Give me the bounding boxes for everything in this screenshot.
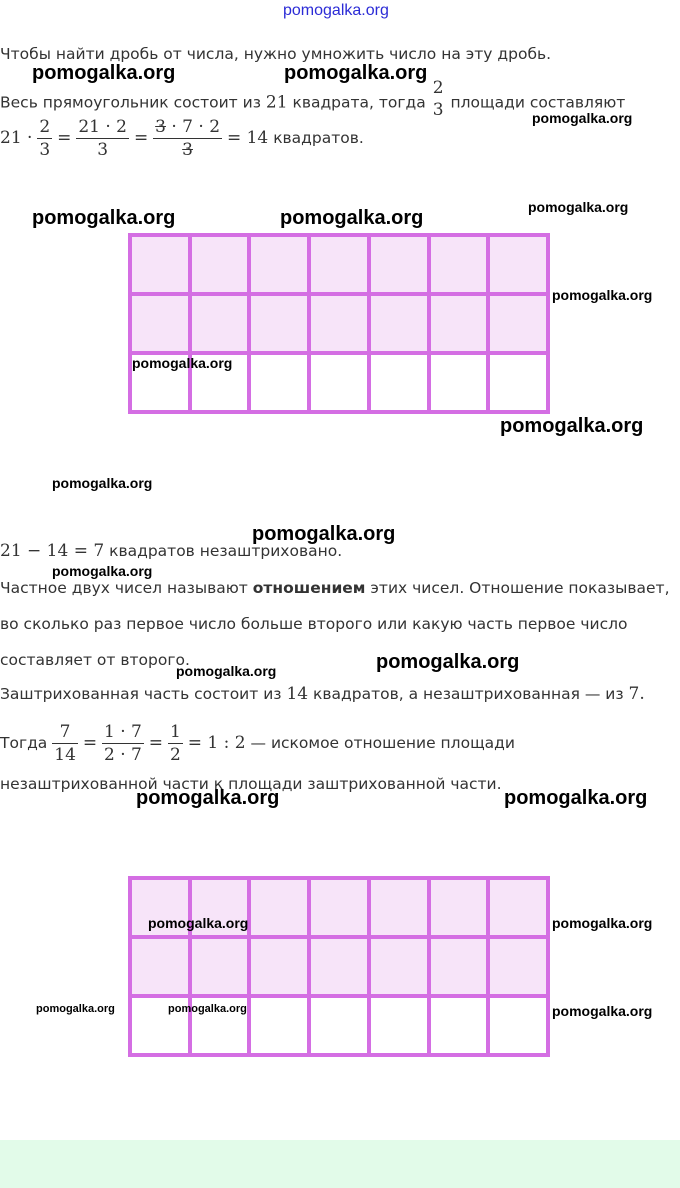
shaded-square (309, 937, 369, 996)
watermark: pomogalka.org (252, 523, 396, 545)
empty-square (429, 353, 489, 412)
watermark: pomogalka.org (32, 62, 176, 84)
shaded-square (130, 294, 190, 353)
empty-square (309, 353, 369, 412)
denominator: 2 (169, 745, 181, 765)
shaded-square (130, 235, 190, 294)
math-number: 21 (265, 92, 288, 113)
watermark: pomogalka.org (280, 207, 424, 229)
definition-line-2: во сколько раз первое число больше второго или какую часть первое число (0, 615, 628, 633)
empty-square (369, 996, 429, 1055)
math-number: 7. (628, 684, 645, 704)
ratio: = 1 : 2 (187, 733, 246, 753)
shaded-square (309, 294, 369, 353)
shaded-square (249, 878, 309, 937)
squares-grid-2 (128, 876, 550, 1057)
watermark: pomogalka.org (504, 787, 648, 809)
numerator: 2 (39, 117, 51, 137)
text-segment: площади составляют (450, 93, 626, 112)
footer-band (0, 1140, 680, 1188)
denominator: 14 (54, 745, 76, 765)
shaded-square (429, 937, 489, 996)
denominator: 3 (76, 138, 129, 161)
numerator-rest: · 7 · 2 (165, 117, 221, 137)
numerator: 2 (432, 78, 444, 98)
cancelled-digit: 3 (155, 117, 166, 137)
text-segment: квадратов, а незаштрихованная — из (313, 685, 624, 703)
shaded-square (488, 937, 548, 996)
watermark: pomogalka.org (52, 563, 153, 579)
denominator: 2 · 7 (104, 745, 142, 765)
shaded-square (190, 294, 250, 353)
fraction (168, 721, 183, 766)
watermark: pomogalka.org (552, 1003, 653, 1019)
watermark: pomogalka.org (148, 915, 249, 931)
text-segment: — искомое отношение площади (250, 734, 515, 752)
shaded-square (429, 235, 489, 294)
watermark: pomogalka.org (552, 287, 653, 303)
empty-square (488, 996, 548, 1055)
equals-sign: = (133, 128, 149, 148)
denominator: 3 (432, 100, 444, 120)
shaded-square (488, 878, 548, 937)
squares-grid-1 (128, 233, 550, 414)
definition-line-3: составляет от второго. (0, 651, 190, 669)
ratio-conclusion: незаштрихованной части к площади заштрихованной части. (0, 775, 502, 793)
fraction (76, 116, 129, 161)
shaded-square (429, 878, 489, 937)
fraction (52, 721, 78, 766)
watermark: pomogalka.org (532, 110, 633, 126)
watermark: pomogalka.org (528, 199, 629, 215)
shaded-square (190, 937, 250, 996)
watermark: pomogalka.org (36, 1003, 115, 1015)
shaded-square (130, 937, 190, 996)
shaded-square (249, 937, 309, 996)
shaded-square (429, 294, 489, 353)
empty-square (369, 353, 429, 412)
ratio-equation (0, 717, 515, 769)
equation-area (0, 112, 364, 164)
numerator: 1 (169, 722, 181, 742)
shaded-square (190, 235, 250, 294)
fraction (37, 116, 52, 161)
watermark: pomogalka.org (52, 475, 153, 491)
fraction (102, 721, 144, 766)
empty-square (309, 996, 369, 1055)
text-segment: Тогда (0, 734, 48, 752)
top-watermark: pomogalka.org (283, 2, 389, 19)
numerator: 1 · 7 (104, 722, 142, 742)
text-segment: Частное двух чисел называют (0, 579, 248, 597)
numerator: 21 · 2 (78, 117, 128, 137)
text-segment: квадрата, тогда (292, 93, 426, 112)
math-segment: 21 · (0, 128, 33, 148)
denominator: 3 (39, 140, 51, 160)
shaded-square (249, 235, 309, 294)
rule-sentence: Чтобы найти дробь от числа, нужно умножить число на эту дробь. (0, 45, 552, 63)
definition-line-1 (0, 578, 670, 598)
equals-sign: = (82, 733, 98, 753)
shaded-square (309, 235, 369, 294)
watermark: pomogalka.org (168, 1003, 247, 1015)
math-number: 14 (286, 684, 309, 704)
watermark: pomogalka.org (552, 915, 653, 931)
text-segment: квадратов. (273, 129, 364, 147)
bold-term: отношением (252, 579, 366, 597)
text-segment: Заштрихованная часть состоит из (0, 685, 282, 703)
shaded-square (369, 937, 429, 996)
empty-square (249, 996, 309, 1055)
shaded-square (369, 235, 429, 294)
shaded-square (488, 294, 548, 353)
empty-square (429, 996, 489, 1055)
math-expression: 21 − 14 = 7 (0, 541, 105, 561)
watermark: pomogalka.org (136, 787, 280, 809)
result: = 14 (226, 128, 269, 148)
text-segment: Весь прямоугольник состоит из (0, 93, 261, 112)
cancelled-denominator: 3 (153, 138, 222, 161)
fraction-cancelled (153, 116, 222, 161)
numerator: 7 (59, 722, 71, 742)
equals-sign: = (148, 733, 164, 753)
equals-sign: = (57, 128, 72, 148)
text-segment: этих чисел. Отношение показывает, (370, 579, 670, 597)
watermark: pomogalka.org (176, 663, 277, 679)
watermark: pomogalka.org (376, 651, 520, 673)
text-segment: квадратов незаштриховано. (109, 542, 343, 560)
watermark: pomogalka.org (32, 207, 176, 229)
shaded-square (309, 878, 369, 937)
watermark: pomogalka.org (284, 62, 428, 84)
fraction-two-thirds (431, 77, 446, 121)
shaded-square (369, 294, 429, 353)
empty-square (249, 353, 309, 412)
empty-square (488, 353, 548, 412)
shaded-square (488, 235, 548, 294)
watermark: pomogalka.org (132, 355, 233, 371)
shaded-count-sentence (0, 684, 645, 704)
shaded-square (249, 294, 309, 353)
shaded-square (369, 878, 429, 937)
watermark: pomogalka.org (500, 415, 644, 437)
